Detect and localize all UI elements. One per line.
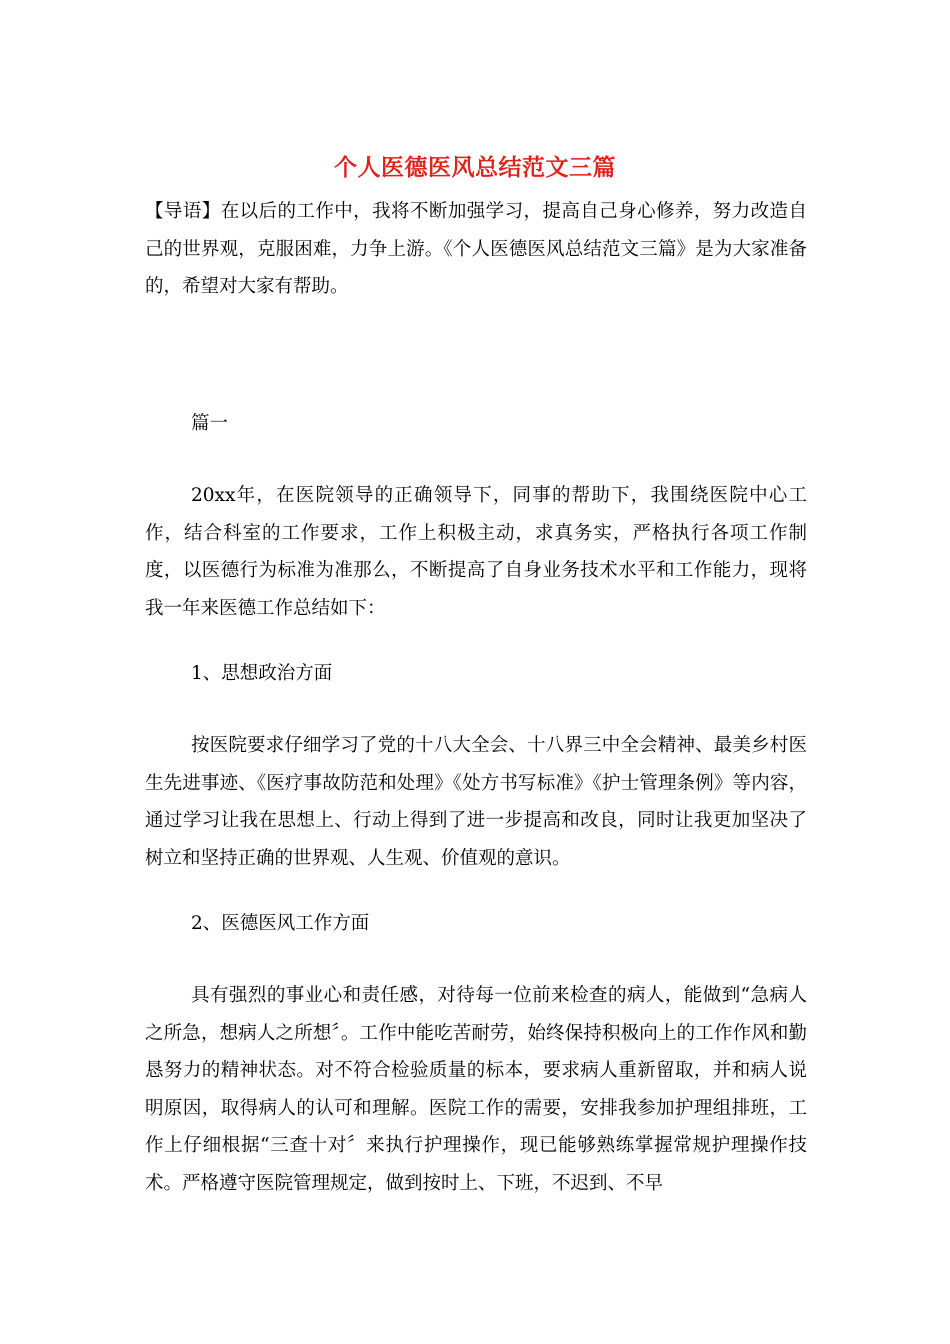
document-title: 个人医德医风总结范文三篇: [334, 154, 616, 181]
paragraph-3: 具有强烈的事业心和责任感，对待每一位前来检查的病人，能做到“急病人之所急，想病人之所想〞。工作中能吃苦耐劳，始终保持积极向上的工作作风和勤恳努力的精神状态。对不符合检验质量的标本，要求病人重新留取，并和病人说明原因，取得病人的认可和理解。医院工作的需要，安排我参加护理组排班，工作上仔细根据“三查十对〞来执行护理操作，现已能够熟练掌握常规护理操作技术。严格遵守医院管理规定，做到按时上、下班，不迟到、不早: [145, 985, 807, 1194]
section-heading-2: 2、医德医风工作方面: [191, 913, 370, 934]
section-heading-1: 1、思想政治方面: [191, 663, 333, 684]
paragraph-1: 20xx年，在医院领导的正确领导下，同事的帮助下，我围绕医院中心工作，结合科室的工作要求，工作上积极主动，求真务实，严格执行各项工作制度，以医德行为标准为准那么，不断提高了自身业务技术水平和工作能力，现将我一年来医德工作总结如下：: [145, 485, 807, 619]
section-label: 篇一: [191, 413, 229, 434]
paragraph-2: 按医院要求仔细学习了党的十八大全会、十八界三中全会精神、最美乡村医生先进事迹、《医疗事故防范和处理》《处方书写标准》《护士管理条例》等内容，通过学习让我在思想上、行动上得到了进一步提高和改良，同时让我更加坚决了树立和坚持正确的世界观、人生观、价值观的意识。: [145, 735, 807, 869]
intro-paragraph: 【导语】在以后的工作中，我将不断加强学习，提高自己身心修养，努力改造自己的世界观，克服困难，力争上游。《个人医德医风总结范文三篇》是为大家准备的，希望对大家有帮助。: [145, 201, 807, 297]
